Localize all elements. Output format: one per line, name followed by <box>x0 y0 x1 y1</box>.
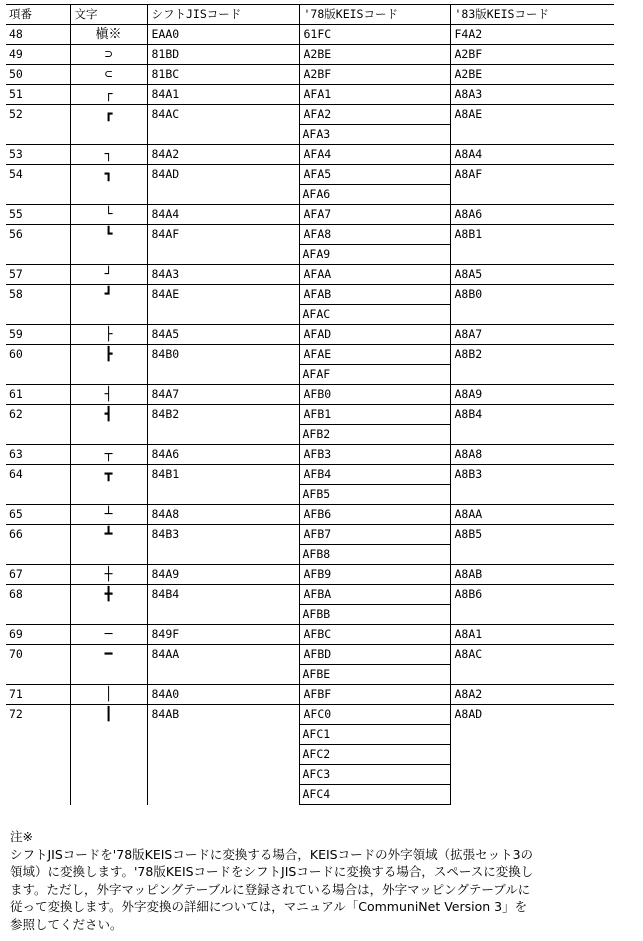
shift-jis-cell: 84A0 <box>147 685 299 705</box>
keis78-cell: AFAC <box>299 305 450 325</box>
item-number-cell: 66 <box>6 525 70 565</box>
shift-jis-cell: 84A6 <box>147 445 299 465</box>
shift-jis-cell: 84B0 <box>147 345 299 385</box>
table-row <box>6 625 614 645</box>
footnote-line: 領域）に変換します。'78版KEISコードをシフトJISコードに変換する場合，スペースに変換し <box>10 864 534 879</box>
keis83-cell: A8AD <box>450 705 614 805</box>
shift-jis-cell: 84B3 <box>147 525 299 565</box>
keis83-cell: A8AF <box>450 165 614 205</box>
keis83-cell: A8B1 <box>450 225 614 265</box>
character-cell: ├ <box>70 325 147 345</box>
table-row <box>6 145 614 165</box>
character-cell: ┻ <box>70 525 147 565</box>
table-row <box>6 565 614 585</box>
shift-jis-cell: 84A4 <box>147 205 299 225</box>
shift-jis-cell: 81BD <box>147 45 299 65</box>
header-row <box>6 5 614 25</box>
item-number-cell: 51 <box>6 85 70 105</box>
item-number-cell: 70 <box>6 645 70 685</box>
item-number-cell: 65 <box>6 505 70 525</box>
keis83-cell: A8B3 <box>450 465 614 505</box>
table-row <box>6 645 614 665</box>
character-cell: ┳ <box>70 465 147 505</box>
keis78-cell: AFC4 <box>299 785 450 805</box>
table-row <box>6 105 614 125</box>
footnote-line: ます。ただし，外字マッピングテーブルに登録されている場合は，外字マッピングテーブルに <box>10 881 531 897</box>
keis78-cell: AFAA <box>299 265 450 285</box>
item-number-cell: 61 <box>6 385 70 405</box>
shift-jis-cell: 84B4 <box>147 585 299 625</box>
table-row <box>6 285 614 305</box>
character-cell: │ <box>70 685 147 705</box>
keis78-cell: AFB2 <box>299 425 450 445</box>
item-number-cell: 49 <box>6 45 70 65</box>
table-row <box>6 265 614 285</box>
keis83-cell: A8A2 <box>450 685 614 705</box>
keis83-cell: A2BF <box>450 45 614 65</box>
table-row <box>6 385 614 405</box>
header-shift-jis-code: シフトJISコード <box>147 5 299 25</box>
keis78-cell: AFC3 <box>299 765 450 785</box>
item-number-cell: 63 <box>6 445 70 465</box>
character-cell: ╋ <box>70 585 147 625</box>
keis78-cell: 61FC <box>299 25 450 45</box>
footnote-line: 参照してください。 <box>10 916 123 932</box>
item-number-cell: 57 <box>6 265 70 285</box>
table-row <box>6 345 614 365</box>
keis83-cell: A8AA <box>450 505 614 525</box>
keis78-cell: AFC1 <box>299 725 450 745</box>
table-row <box>6 445 614 465</box>
keis78-cell: AFC0 <box>299 705 450 725</box>
keis78-cell: AFB9 <box>299 565 450 585</box>
table-row <box>6 525 614 545</box>
keis78-cell: AFBB <box>299 605 450 625</box>
character-cell: ⊂ <box>70 65 147 85</box>
keis78-cell: AFB7 <box>299 525 450 545</box>
character-cell: 槇※ <box>70 25 147 45</box>
shift-jis-cell: 84A9 <box>147 565 299 585</box>
keis78-cell: AFB1 <box>299 405 450 425</box>
character-cell: ━ <box>70 645 147 685</box>
keis78-cell: AFAD <box>299 325 450 345</box>
shift-jis-cell: 84A2 <box>147 145 299 165</box>
item-number-cell: 58 <box>6 285 70 325</box>
keis78-cell: AFBD <box>299 645 450 665</box>
item-number-cell: 62 <box>6 405 70 445</box>
code-conversion-table <box>6 4 614 805</box>
item-number-cell: 52 <box>6 105 70 145</box>
item-number-cell: 50 <box>6 65 70 85</box>
character-cell: ┣ <box>70 345 147 385</box>
table-row <box>6 585 614 605</box>
table-row <box>6 325 614 345</box>
character-cell: ┛ <box>70 285 147 325</box>
shift-jis-cell: 84AC <box>147 105 299 145</box>
footnote <box>10 828 625 933</box>
keis78-cell: AFB3 <box>299 445 450 465</box>
keis78-cell: A2BE <box>299 45 450 65</box>
keis78-cell: AFA6 <box>299 185 450 205</box>
keis78-cell: AFA5 <box>299 165 450 185</box>
shift-jis-cell: 84AE <box>147 285 299 325</box>
keis83-cell: A8A4 <box>450 145 614 165</box>
keis78-cell: AFA9 <box>299 245 450 265</box>
shift-jis-cell: 84B2 <box>147 405 299 445</box>
header-keis83-code: '83版KEISコード <box>450 5 614 25</box>
character-cell: └ <box>70 205 147 225</box>
item-number-cell: 72 <box>6 705 70 805</box>
header-keis78-code: '78版KEISコード <box>299 5 450 25</box>
keis83-cell: F4A2 <box>450 25 614 45</box>
keis78-cell: AFAB <box>299 285 450 305</box>
item-number-cell: 60 <box>6 345 70 385</box>
table-row <box>6 205 614 225</box>
shift-jis-cell: 84A5 <box>147 325 299 345</box>
character-cell: ┫ <box>70 405 147 445</box>
keis78-cell: AFBA <box>299 585 450 605</box>
character-cell: ┼ <box>70 565 147 585</box>
item-number-cell: 67 <box>6 565 70 585</box>
character-cell: ─ <box>70 625 147 645</box>
shift-jis-cell: 84AD <box>147 165 299 205</box>
keis78-cell: AFA2 <box>299 105 450 125</box>
keis83-cell: A8A9 <box>450 385 614 405</box>
keis78-cell: AFAF <box>299 365 450 385</box>
shift-jis-cell: 84AB <box>147 705 299 805</box>
item-number-cell: 56 <box>6 225 70 265</box>
table-row <box>6 85 614 105</box>
keis78-cell: AFB0 <box>299 385 450 405</box>
keis78-cell: AFBE <box>299 665 450 685</box>
item-number-cell: 48 <box>6 25 70 45</box>
item-number-cell: 59 <box>6 325 70 345</box>
keis83-cell: A8A5 <box>450 265 614 285</box>
keis83-cell: A8A3 <box>450 85 614 105</box>
character-cell: ┏ <box>70 105 147 145</box>
keis83-cell: A8B4 <box>450 405 614 445</box>
character-cell: ┤ <box>70 385 147 405</box>
keis83-cell: A8AB <box>450 565 614 585</box>
item-number-cell: 68 <box>6 585 70 625</box>
keis83-cell: A8A1 <box>450 625 614 645</box>
character-cell: ┗ <box>70 225 147 265</box>
keis78-cell: A2BF <box>299 65 450 85</box>
keis83-cell: A8A6 <box>450 205 614 225</box>
keis78-cell: AFA3 <box>299 125 450 145</box>
keis78-cell: AFB8 <box>299 545 450 565</box>
keis78-cell: AFA8 <box>299 225 450 245</box>
character-cell: ┓ <box>70 165 147 205</box>
item-number-cell: 55 <box>6 205 70 225</box>
keis78-cell: AFC2 <box>299 745 450 765</box>
item-number-cell: 64 <box>6 465 70 505</box>
table-row <box>6 685 614 705</box>
keis78-cell: AFA1 <box>299 85 450 105</box>
keis83-cell: A8B5 <box>450 525 614 565</box>
character-cell: ┌ <box>70 85 147 105</box>
item-number-cell: 53 <box>6 145 70 165</box>
table-row <box>6 465 614 485</box>
table-row <box>6 25 614 45</box>
item-number-cell: 69 <box>6 625 70 645</box>
keis78-cell: AFA4 <box>299 145 450 165</box>
keis78-cell: AFBC <box>299 625 450 645</box>
shift-jis-cell: 84A3 <box>147 265 299 285</box>
table-row <box>6 705 614 725</box>
keis83-cell: A8AE <box>450 105 614 145</box>
header-character: 文字 <box>70 5 147 25</box>
keis83-cell: A8A7 <box>450 325 614 345</box>
keis78-cell: AFA7 <box>299 205 450 225</box>
shift-jis-cell: 84A1 <box>147 85 299 105</box>
character-cell: ┴ <box>70 505 147 525</box>
keis78-cell: AFB6 <box>299 505 450 525</box>
character-cell: ┬ <box>70 445 147 465</box>
keis78-cell: AFB4 <box>299 465 450 485</box>
item-number-cell: 54 <box>6 165 70 205</box>
shift-jis-cell: 849F <box>147 625 299 645</box>
keis83-cell: A8B2 <box>450 345 614 385</box>
character-cell: ┘ <box>70 265 147 285</box>
keis83-cell: A8B6 <box>450 585 614 625</box>
shift-jis-cell: 84B1 <box>147 465 299 505</box>
keis83-cell: A8A8 <box>450 445 614 465</box>
keis78-cell: AFB5 <box>299 485 450 505</box>
footnote-line: 従って変換します。外字変換の詳細については，マニュアル「CommuniNet Version 3」を <box>10 899 528 914</box>
character-cell: ⊃ <box>70 45 147 65</box>
footnote-title: 注※ <box>10 829 33 844</box>
character-cell: ┃ <box>70 705 147 805</box>
shift-jis-cell: 84A7 <box>147 385 299 405</box>
shift-jis-cell: 81BC <box>147 65 299 85</box>
table-row <box>6 225 614 245</box>
table-row <box>6 405 614 425</box>
keis78-cell: AFAE <box>299 345 450 365</box>
header-item-number: 項番 <box>6 5 70 25</box>
table-row <box>6 65 614 85</box>
table-row <box>6 165 614 185</box>
keis78-cell: AFBF <box>299 685 450 705</box>
keis83-cell: A8B0 <box>450 285 614 325</box>
keis83-cell: A8AC <box>450 645 614 685</box>
table-row <box>6 45 614 65</box>
shift-jis-cell: EAA0 <box>147 25 299 45</box>
item-number-cell: 71 <box>6 685 70 705</box>
keis83-cell: A2BE <box>450 65 614 85</box>
shift-jis-cell: 84AF <box>147 225 299 265</box>
table-row <box>6 505 614 525</box>
character-cell: ┐ <box>70 145 147 165</box>
shift-jis-cell: 84AA <box>147 645 299 685</box>
footnote-line: シフトJISコードを'78版KEISコードに変換する場合，KEISコードの外字領域（拡張セット3の <box>10 846 534 862</box>
shift-jis-cell: 84A8 <box>147 505 299 525</box>
